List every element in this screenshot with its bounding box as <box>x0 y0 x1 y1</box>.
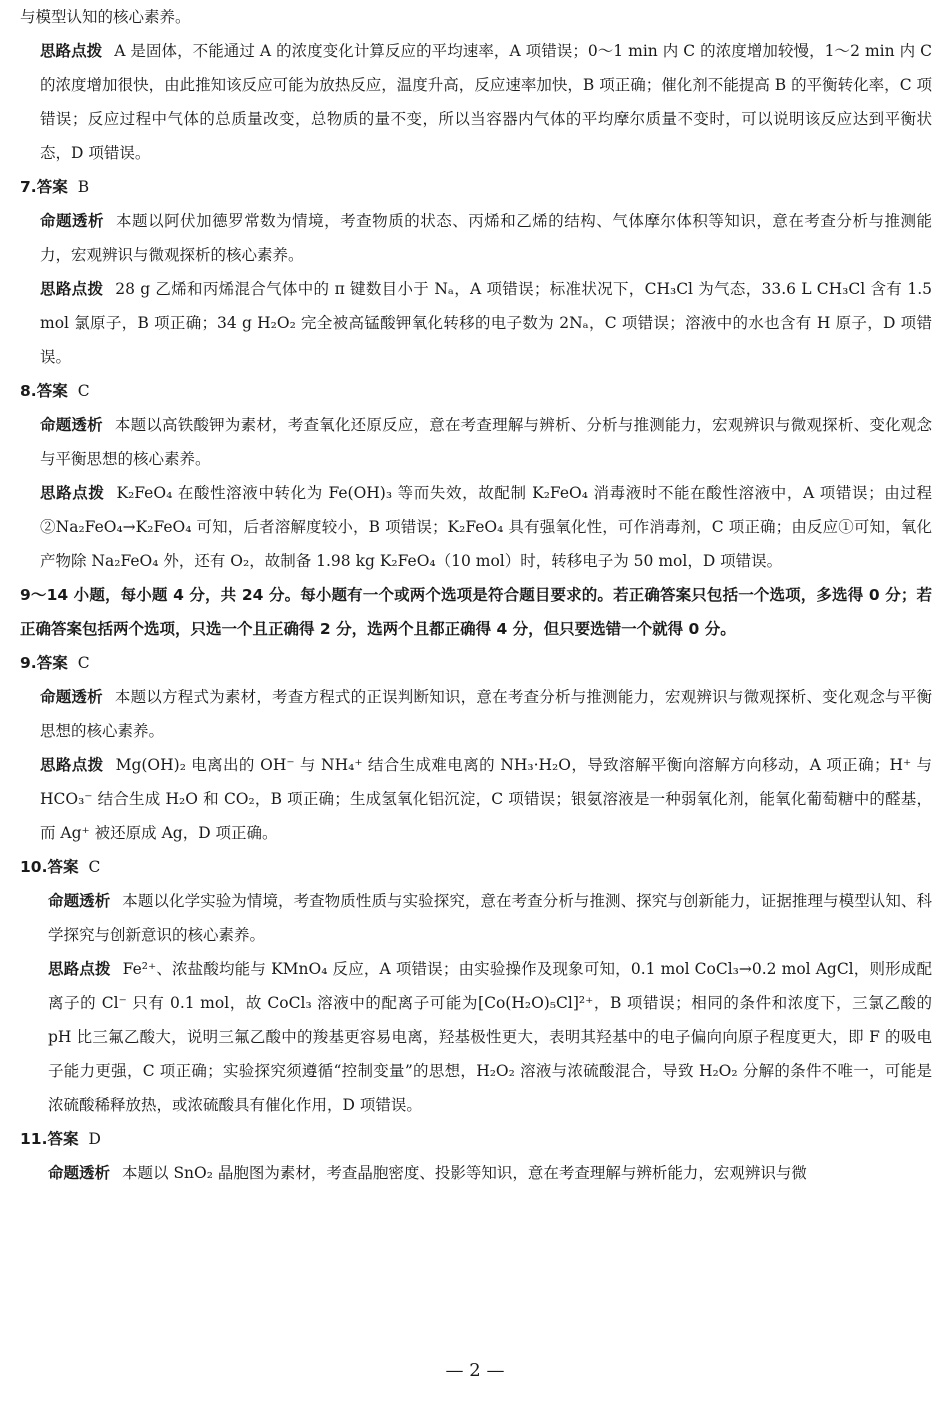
q9-number: 9. <box>20 654 37 672</box>
section-instructions: 9～14 小题，每小题 4 分，共 24 分。每小题有一个或两个选项是符合题目要求的。若正确答案只包括一个选项，多选得 0 分；若正确答案包括两个选项，只选一个且正确得 2 分，选两个且都正确得 4 分，但只要选错一个就得 0 分。 <box>20 586 932 638</box>
q10-answer <box>20 850 932 884</box>
q6-solution-text: A 是固体，不能通过 A 的浓度变化计算反应的平均速率，A 项错误；0～1 min 内 C 的浓度增加较慢，1～2 min 内 C 的浓度增加很快，由此推知该反应可能为放热反应，温度升高，反应速率加快，B 项正确；催化剂不能提高 B 的平衡转化率，C 项错误；反应过程中气体的总质量改变，总物质的量不变，所以当容器内气体的平均摩尔质量不变时，可以说明该反应达到平衡状态，D 项错误。 <box>40 42 932 162</box>
q9-solution-text: Mg(OH)₂ 电离出的 OH⁻ 与 NH₄⁺ 结合生成难电离的 NH₃·H₂O，导致溶解平衡向溶解方向移动，A 项正确；H⁺ 与 HCO₃⁻ 结合生成 H₂O 和 CO₂，B 项正确；生成氢氧化铝沉淀，C 项错误；银氨溶液是一种弱氧化剂，能氧化葡萄糖中的醛基，而 Ag⁺ 被还原成 Ag，D 项正确。 <box>40 756 932 842</box>
q10-solution-label: 思路点拨 <box>48 960 111 978</box>
q10-answer-value: C <box>88 858 101 876</box>
q9-solution <box>20 748 932 850</box>
q9-analysis-text: 本题以方程式为素材，考查方程式的正误判断知识，意在考查分析与推测能力，宏观辨识与微观探析、变化观念与平衡思想的核心素养。 <box>40 688 932 740</box>
q11-answer-label: 答案 <box>47 1130 79 1148</box>
q8-solution-text: K₂FeO₄ 在酸性溶液中转化为 Fe(OH)₃ 等而失效，故配制 K₂FeO₄ 消毒液时不能在酸性溶液中，A 项错误；由过程②Na₂FeO₄→K₂FeO₄ 可知，后者溶解度较小，B 项错误；K₂FeO₄ 具有强氧化性，可作消毒剂，C 项正确；由反应①可知，氧化产物除 Na₂FeO₄ 外，还有 O₂，故制备 1.98 kg K₂FeO₄（10 mol）时，转移电子为 50 mol，D 项错误。 <box>40 484 932 570</box>
q8-solution <box>20 476 932 578</box>
q8-analysis-label: 命题透析 <box>40 416 103 434</box>
page-number: — 2 — <box>445 1360 505 1381</box>
q9-analysis-label: 命题透析 <box>40 688 103 706</box>
q8-answer-label: 答案 <box>36 382 68 400</box>
q11-analysis <box>20 1156 932 1190</box>
q8-number: 8. <box>20 382 37 400</box>
q9-solution-label: 思路点拨 <box>40 756 104 774</box>
q7-answer <box>20 170 932 204</box>
q7-answer-value: B <box>77 178 90 196</box>
q11-number: 11. <box>20 1130 48 1148</box>
q8-solution-label: 思路点拨 <box>40 484 105 502</box>
q11-analysis-text: 本题以 SnO₂ 晶胞图为素材，考查晶胞密度、投影等知识，意在考查理解与辨析能力，宏观辨识与微 <box>122 1164 807 1182</box>
q7-answer-label: 答案 <box>36 178 68 196</box>
q9-answer-label: 答案 <box>36 654 68 672</box>
q10-analysis-label: 命题透析 <box>48 892 111 910</box>
q8-analysis <box>20 408 932 476</box>
q10-number: 10. <box>20 858 48 876</box>
q11-answer <box>20 1122 932 1156</box>
q10-analysis-text: 本题以化学实验为情境，考查物质性质与实验探究，意在考查分析与推测、探究与创新能力，证据推理与模型认知、科学探究与创新意识的核心素养。 <box>48 892 932 944</box>
q8-answer <box>20 374 932 408</box>
q7-solution-text: 28 g 乙烯和丙烯混合气体中的 π 键数目小于 Nₐ，A 项错误；标准状况下，CH₃Cl 为气态，33.6 L CH₃Cl 含有 1.5 mol 氯原子，B 项正确；34 g H₂O₂ 完全被高锰酸钾氧化转移的电子数为 2Nₐ，C 项错误；溶液中的水也含有 H 原子，D 项错误。 <box>40 280 932 366</box>
q10-answer-label: 答案 <box>47 858 79 876</box>
q6-solution-label: 思路点拨 <box>40 42 103 60</box>
q6-solution <box>20 34 932 170</box>
q7-solution-label: 思路点拨 <box>40 280 104 298</box>
q7-analysis-text: 本题以阿伏加德罗常数为情境，考查物质的状态、丙烯和乙烯的结构、气体摩尔体积等知识，意在考查分析与推测能力，宏观辨识与微观探析的核心素养。 <box>40 212 932 264</box>
q10-solution-text: Fe²⁺、浓盐酸均能与 KMnO₄ 反应，A 项错误；由实验操作及现象可知，0.1 mol CoCl₃→0.2 mol AgCl，则形成配离子的 Cl⁻ 只有 0.1 mol，故 CoCl₃ 溶液中的配离子可能为[Co(H₂O)₅Cl]²⁺，B 项错误；相同的条件和浓度下，三氯乙酸的 pH 比三氟乙酸大，说明三氟乙酸中的羧基更容易电离，羟基极性更大，表明其羟基中的电子偏向向原子程度更大，即 F 的吸电子能力更强，C 项正确；实验探究须遵循“控制变量”的思想，H₂O₂ 溶液与浓硫酸混合，导致 H₂O₂ 分解的条件不唯一，可能是浓硫酸稀释放热，或浓硫酸具有催化作用，D 项错误。 <box>48 960 932 1114</box>
q10-solution <box>20 952 932 1122</box>
continuation-line: 与模型认知的核心素养。 <box>20 8 191 26</box>
q7-analysis-label: 命题透析 <box>40 212 105 230</box>
q9-answer <box>20 646 932 680</box>
q7-analysis <box>20 204 932 272</box>
q9-analysis <box>20 680 932 748</box>
q7-number: 7. <box>20 178 37 196</box>
q9-answer-value: C <box>77 654 90 672</box>
q7-solution <box>20 272 932 374</box>
q8-answer-value: C <box>77 382 90 400</box>
q11-analysis-label: 命题透析 <box>48 1164 111 1182</box>
q11-answer-value: D <box>88 1130 101 1148</box>
q10-analysis <box>20 884 932 952</box>
page-body <box>20 0 932 1190</box>
q8-analysis-text: 本题以高铁酸钾为素材，考查氧化还原反应，意在考查理解与辨析、分析与推测能力，宏观辨识与微观探析、变化观念与平衡思想的核心素养。 <box>40 416 932 468</box>
